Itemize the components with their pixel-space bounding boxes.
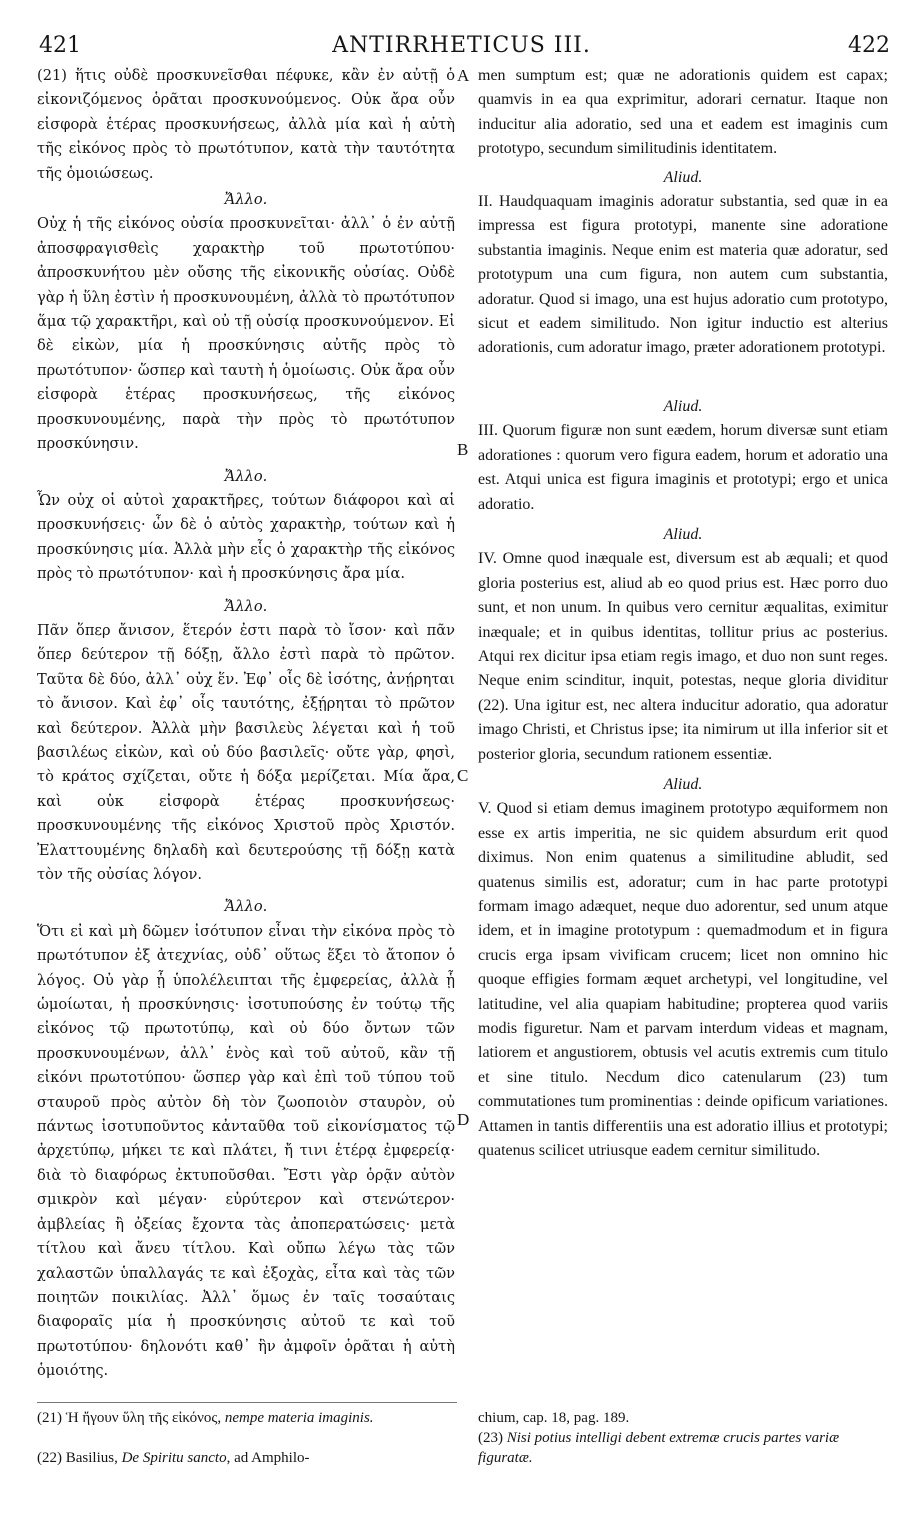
- margin-letter-a: A: [457, 66, 470, 85]
- footnote-continuation: chium, cap. 18, pag. 189.: [478, 1410, 630, 1426]
- latin-paragraph-5: V. Quod si etiam demus imaginem prototypo æquiformem non esse ex artis imperitia, ne sic quidem absurdum erit quod diximus. Non enim quatenus a similitudine abludit, sed quatenus similis est, adoratur; cum in hac parte prototypi formam imago adæquet, neque duo adorentur, sed unum atque idem, et in imagine prototypum : quemadmodum et in figura crucis erga ipsam vivificam crucem; licet non omnino hic quoque effigies formam æquet archetypi, vel longitudine, vel latitudine, vel alia quapiam habitudine; propterea quod variis modis figuretur. Nam et parvam interdum videas et magnam, latiorem et angustiorem, obtusis vel acutis extremis cum titulo et sine titulo. Necdum dico catenularum (23) tum commutationes tum prominentias : deinde opificum variationes. Attamen in tantis differentiis una est adoratio illius et prototypi; quatenus scilicet utriusque eadem cernitur similitudo.: [478, 800, 888, 1160]
- greek-heading-3: Ἄλλο.: [224, 467, 268, 485]
- footnote-22: [37, 1448, 455, 1468]
- greek-paragraph-3: Ὧν οὐχ οἱ αὐτοὶ χαρακτῆρες, τούτων διάφοροι καὶ αἱ προσκυνήσεις· ὧν δὲ ὁ αὐτὸς χαρακτὴρ, τούτων καὶ ἡ προσκύνησις μία. Ἀλλὰ μὴν εἷς ὁ χαρακτὴρ τῆς εἰκόνος πρὸς τὸ πρωτότυπον· καὶ ἡ προσκύνησις ἄρα μία.: [37, 491, 455, 583]
- footnote-23-text: Nisi potius intelligi debent extremæ crucis partes variæ figuratæ.: [478, 1430, 840, 1466]
- latin-heading-2: Aliud.: [663, 168, 703, 186]
- footnote-23: [478, 1428, 888, 1468]
- footnote-21: [37, 1408, 455, 1428]
- greek-paragraph-2: Οὐχ ἡ τῆς εἰκόνος οὐσία προσκυνεῖται· ἀλλ᾽ ὁ ἐν αὐτῇ ἀποσφραγισθεὶς χαρακτὴρ τοῦ πρωτοτύπου· ἀπροσκυνήτου μὲν οὔσης τῆς εἰκονικῆς οὐσίας. Οὐδὲ γὰρ ἡ ὕλη ἐστὶν ἡ προσκυνουμένη, ἀλλὰ τὸ πρωτότυπον ἅμα τῷ χαρακτῆρι, καὶ οὐ τῇ οὐσίᾳ προσκυνούμενον. Εἰ δὲ εἰκὼν, μία ἡ προσκύνησις αὐτῆς πρὸς τὸ πρωτότυπον· ὥσπερ καὶ ταυτὴ ἡ ὁμοίωσις. Οὐκ ἄρα οὖν εἰσφορὰ ἑτέρας προσκυνήσεως, τῆς εἰκόνος προσκυνουμένης, παρὰ τὴν πρὸς τὸ πρωτότυπον προσκύνησιν.: [37, 215, 455, 453]
- running-title: ANTIRRHETICUS III.: [332, 33, 591, 58]
- margin-letter-d: D: [457, 1110, 470, 1129]
- margin-letter-b: B: [457, 440, 469, 459]
- greek-paragraph-4: Πᾶν ὅπερ ἄνισον, ἕτερόν ἐστι παρὰ τὸ ἴσον· καὶ πᾶν ὅπερ δεύτερον τῇ δόξῃ, ἄλλο ἐστὶ παρὰ τὸ πρῶτον. Ταῦτα δὲ δύο, ἀλλ᾽ οὐχ ἕν. Ἐφ᾽ οἷς δὲ ἰσότης, ἀνῄρηται τὸ ἄνισον. Καὶ ἐφ᾽ οἷς ταυτότης, ἐξῄρηται τὸ πρῶτον καὶ δεύτερον. Ἀλλὰ μὴν βασιλεὺς λέγεται καὶ ἡ τοῦ βασιλέως εἰκὼν, καὶ οὐ δύο βασιλεῖς· οὔτε γὰρ, φησὶ, τὸ κράτος σχίζεται, οὔτε ἡ δόξα μερίζεται. Μία ἄρα, καὶ οὐκ εἰσφορὰ ἑτέρας προσκυνήσεως· προσκυνουμένης τῆς εἰκόνος Χριστοῦ πρὸς Χριστόν. Ἐλαττουμένης δηλαδὴ καὶ δευτερούσης τῇ δόξῃ κατὰ τὸν τῆς οὐσίας λόγον.: [37, 621, 455, 883]
- footnote-21-greek: (21) Ἡ ἤγουν ὕλη τῆς εἰκόνος,: [37, 1410, 225, 1426]
- greek-column: [37, 64, 455, 1384]
- latin-paragraph-1: men sumptum est; quæ ne adorationis quidem est capax; quamvis in ea qua exprimitur, adorari cernatur. Itaque non inducitur alia adoratio, sed una et eadem est imaginis cum prototypo, secundum similitudinis identitatem.: [478, 67, 888, 158]
- footnote-23-number: (23): [478, 1430, 507, 1446]
- footnote-22-rest: , ad Amphilo-: [226, 1450, 310, 1466]
- page-number-left: 421: [39, 33, 81, 58]
- margin-letter-c: C: [457, 766, 469, 785]
- footnote-22-number: (22) Basilius,: [37, 1450, 122, 1466]
- footnote-21-latin: nempe materia imaginis.: [224, 1410, 374, 1426]
- footnote-rule: [37, 1402, 457, 1403]
- greek-paragraph-5: Ὅτι εἰ καὶ μὴ δῶμεν ἰσότυπον εἶναι τὴν εἰκόνα πρὸς τὸ πρωτότυπον ἐξ ἀτεχνίας, οὐδ᾽ οὕτως ἕξει τὸ ἄτοπον ὁ λόγος. Οὐ γὰρ ᾗ ὑπολέλειπται τῆς ἐμφερείας, ἀλλὰ ᾗ ὡμοίωται, ἡ προσκύνησις· ἰσοτυπούσης ἐν τούτῳ τῆς εἰκόνος τῷ πρωτοτύπῳ, καὶ οὐ δύο ὄντων τῶν προσκυνουμένων, ἀλλ᾽ ἑνὸς καὶ τοῦ αὐτοῦ, κἂν τῇ εἰκόνι πρωτοτύπου· ὥσπερ γὰρ καὶ ἐπὶ τοῦ τύπου τοῦ σταυροῦ πρὸς αὐτὸν δὴ τὸν ζωοποιὸν σταυρὸν, οὐ πάντως ἰσοτυποῦντος κἀνταῦθα τοῦ εἰκονίσματος τῷ ἀρχετύπῳ, μήκει τε καὶ πλάτει, ἤ τινι ἑτέρᾳ ἐμφερείᾳ· διὰ τὸ διαφόρως ἐκτυποῦσθαι. Ἔστι γὰρ ὁρᾷν αὐτὸν σμικρὸν καὶ μέγαν· εὐρύτερον καὶ στενώτερον· ἀμβλείας ἢ ὀξείας ἔχοντα τὰς ἀποπερατώσεις· μετὰ τίτλου καὶ ἄνευ τίτλου. Καὶ οὔπω λέγω τὰς τῶν χαλαστῶν ὑπαλλαγάς τε καὶ ἐξοχὰς, εἶτα καὶ τὰς τῶν ποιητῶν ποικιλίας. Ἀλλ᾽ ὅμως ἐν ταῖς τοσαύταις διαφοραῖς μία ἡ προσκύνησις αὐτοῦ τε καὶ τοῦ πρωτοτύπου· δηλονότι καθ᾽ ἣν ἀμφοῖν ὁρᾶται ἡ αὐτὴ ὁμοιότης.: [37, 922, 455, 1380]
- latin-paragraph-4: IV. Omne quod inæquale est, diversum est ab æquali; et quod gloria posterius est, aliud ab eo quod prius est. Hæc porro duo sunt, et non unum. In quibus vero cernitur æqualitas, eximitur inæquale; et in quibus identitas, tollitur prius ac posterius. Atqui rex dicitur ipsa etiam regis imago, et duo non sunt reges. Neque enim scinditur, inquit, potestas, neque gloria dividitur (22). Una igitur est, nec altera inducitur adoratio, qua adoratur imago Christi, et Christus ipse; ita nimirum ut illa inferior sit et posterior gloria, secundum rationem essentiæ.: [478, 550, 888, 763]
- latin-column: [478, 64, 888, 1163]
- greek-heading-2: Ἄλλο.: [224, 191, 268, 209]
- latin-heading-4: Aliud.: [663, 525, 703, 543]
- latin-paragraph-3: III. Quorum figuræ non sunt eædem, horum diversæ sunt etiam adorationes : quorum vero figura eadem, horum et adoratio una est. Atqui unica est figura imaginis et prototypi; ergo et unica adoratio.: [478, 422, 888, 513]
- greek-paragraph-1: (21) ἥτις οὐδὲ προσκυνεῖσθαι πέφυκε, κἂν ἐν αὐτῇ ὁ εἰκονιζόμενος ὁρᾶται προσκυνούμενος. Οὐκ ἄρα οὖν εἰσφορὰ ἑτέρας προσκυνήσεως, ἀλλὰ μία καὶ ἡ αὐτὴ τῆς εἰκόνος πρὸς τὸ πρωτότυπον, κατὰ τὴν ταυτότητα τῆς ὁμοιώσεως.: [37, 67, 455, 182]
- page-number-right: 422: [848, 33, 890, 58]
- latin-paragraph-2: II. Haudquaquam imaginis adoratur substantia, sed quæ in ea impressa est figura prototypi, manente sine adoratione substantia imaginis. Neque enim est materia quæ adoratur, sed prototypum una cum figura, non autem cum substantia, adoratur. Quod si imago, una est hujus adoratio cum prototypo, sicut et eadem similitudo. Non igitur inductio est alterius adorationis, cum adoratur imago, præter adorationem prototypi.: [478, 193, 888, 357]
- latin-heading-5: Aliud.: [663, 775, 703, 793]
- greek-heading-4: Ἄλλο.: [224, 597, 268, 615]
- greek-heading-5: Ἄλλο.: [224, 898, 268, 916]
- latin-heading-3: Aliud.: [663, 397, 703, 415]
- footnote-22-work: De Spiritu sancto: [121, 1450, 227, 1466]
